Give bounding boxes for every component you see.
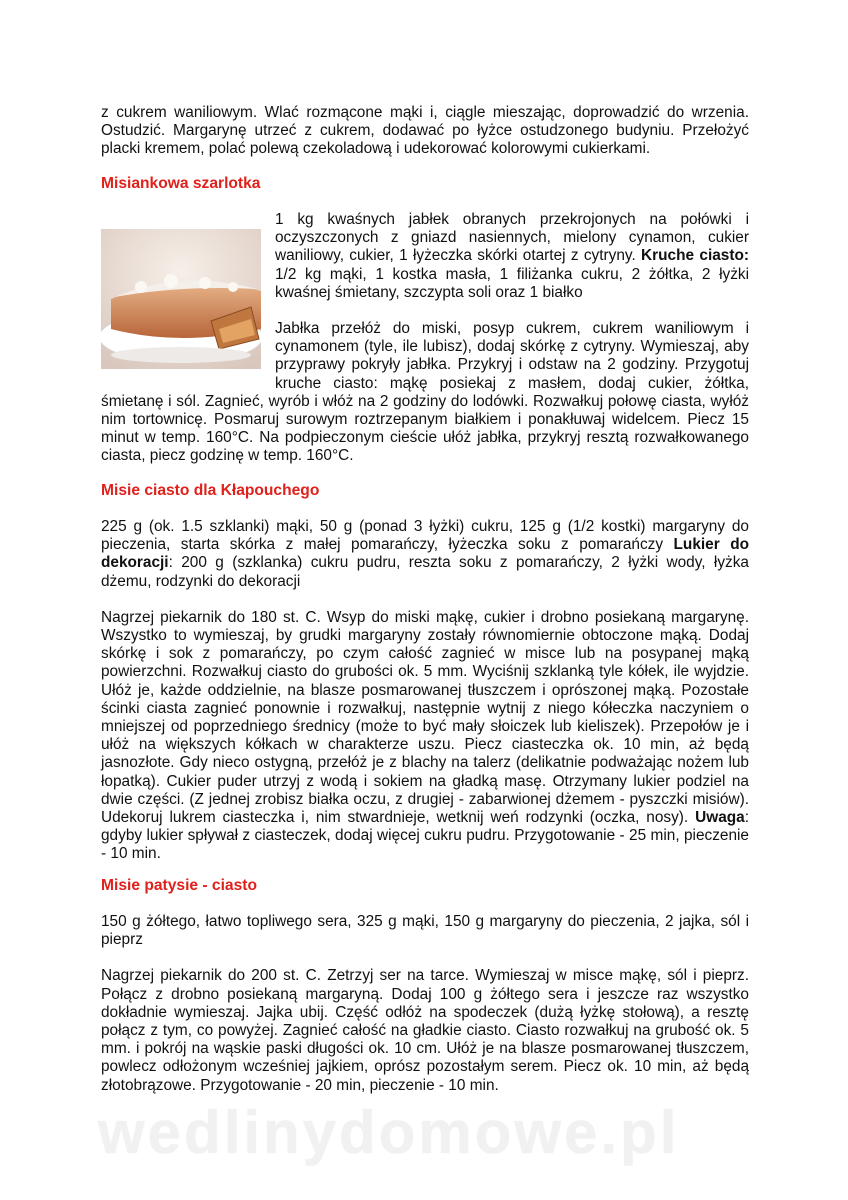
recipe-3-ingredients: 150 g żółtego, łatwo topliwego sera, 325 g mąki, 150 g margaryny do pieczenia, 2 jajka, sól i pieprz [101,913,749,949]
recipe-1-title: Misiankowa szarlotka [101,175,261,192]
recipe-2-note-text: : gdyby lukier spływał z ciasteczek, dodaj więcej cukru pudru. Przygotowanie - 25 min, pieczenie - 10 min. [101,809,749,863]
recipe-1-method: Jabłka przełóż do miski, posyp cukrem, cukrem waniliowym i cynamonem (tyle, ile lubisz), dodaj skórkę z cytryny. Wymieszaj, aby przyprawy pokryły jabłka. Przykryj i odstaw na 2 godziny. Przygotuj kruche ciasto: mąkę posiekaj z masłem, dodaj cukier, żółtka, śmietanę i sól. Zagnieć, wyrób i włóż na 2 godziny do lodówki. Rozwałkuj połowę ciasta, wyłóż nim tortownicę. Posmaruj surowym roztrzepanym białkiem i ponakłuwaj widelcem. Piecz 15 minut w temp. 160°C. Na podpieczonym cieście ułóż jabłka, przykryj resztą rozwałkowanego ciasta, piecz godzinę w temp. 160°C. [101,320,749,465]
watermark: wedlinydomowe.pl [98,1099,680,1166]
recipe-3 [101,877,749,1095]
recipe-3-title: Misie patysie - ciasto [101,877,257,894]
recipe-3-method: Nagrzej piekarnik do 200 st. C. Zetrzyj ser na tarce. Wymieszaj w misce mąkę, sól i pieprz. Połącz z drobno posiekaną margaryną. Dodaj 100 g żółtego sera i jeszcze raz wszystko dokładnie wymieszaj. Jajka ubij. Część odłóż na spodeczek (dużą łyżkę stołową), a resztę połącz z tym, co powyżej. Zagnieć całość na gładkie ciasto. Ciasto rozwałkuj na grubość ok. 5 mm. i pokrój na wąskie paski długości ok. 10 cm. Ułóż je na blasze posmarowanej tłuszczem, powlecz odłożonym wcześniej jajkiem, oprósz pozostałym serem. Piecz ok. 10 min, aż będą złotobrązowe. Przygotowanie - 20 min, pieczenie - 10 min. [101,967,749,1094]
recipe-2-title: Misie ciasto dla Kłapouchego [101,482,320,499]
intro-paragraph-block [101,104,749,159]
recipe-1-ingredients-main: 1 kg kwaśnych jabłek obranych przekrojonych na połówki i oczyszczonych z gniazd nasiennych, mielony cynamon, cukier waniliowy, cukier, 1 łyżeczka skórki otartej z cytryny. [275,211,749,265]
intro-paragraph: z cukrem waniliowym. Wlać rozmącone mąki i, ciągle mieszając, doprowadzić do wrzenia. Ostudzić. Margarynę utrzeć z cukrem, dodawać po łyżce ostudzonego budyniu. Przełożyć placki kremem, polać polewą czekoladową i udekorować kolorowymi cukierkami. [101,104,749,158]
recipe-2-method-main: Nagrzej piekarnik do 180 st. C. Wsyp do miski mąkę, cukier i drobno posiekaną margarynę. Wszystko to wymieszaj, by grudki margaryny zostały równomiernie obtoczone mąką. Dodaj skórkę i sok z pomarańczy, po czym całość zagnieć w misce lub na posypanej mąką powierzchni. Rozwałkuj ciasto do grubości ok. 5 mm. Wyciśnij szklanką tyle kółek, ile wyjdzie. Ułóż je, każde oddzielnie, na blasze posmarowanej tłuszczem i oprószonej mąką. Pozostałe ścinki ciasta zagnieć ponownie i rozwałkuj, następnie wytnij z niego kółeczka naczyniem o mniejszej od poprzedniego średnicy (może to być mały słoiczek lub kieliszek). Przepołów je i ułóż na większych kółkach w charakterze uszu. Piecz ciasteczka ok. 10 min, aż będą jasnozłote. Gdy nieco ostygną, przełóż je z blachy na talerz (delikatnie podważając nożem lub łopatką). Cukier puder utrzyj z wodą i sokiem na gładką masę. Otrzymany lukier podziel na dwie części. (Z jednej zrobisz białka oczu, z drugiej - zabarwionej dżemem - pyszczki misiów). Udekoruj lukrem ciasteczka i, nim stwardnieje, wetknij weń rodzynki (oczka, nosy). [101,608,749,827]
recipe-2-icing-label: Lukier do dekoracji [101,536,749,572]
recipe-2-note-label: Uwaga [695,809,745,827]
apple-pie-photo [101,229,261,369]
recipe-2-ingredients [101,518,749,591]
recipe-2-method [101,609,749,864]
recipe-2 [101,482,749,864]
recipe-2-icing-ingredients: : 200 g (szklanka) cukru pudru, reszta soku z pomarańczy, 2 łyżki wody, łyżka dżemu, rodzynki do dekoracji [101,554,749,590]
recipe-1-pastry-label: Kruche ciasto: [641,247,749,265]
recipe-2-ingredients-main: 225 g (ok. 1.5 szklanki) mąki, 50 g (ponad 3 łyżki) cukru, 125 g (1/2 kostki) margaryny do pieczenia, starta skórka z małej pomarańczy, łyżeczka soku z pomarańczy [101,518,749,554]
recipe-1 [101,175,749,466]
recipe-1-pastry-ingredients: 1/2 kg mąki, 1 kostka masła, 1 filiżanka cukru, 2 żółtka, 2 łyżki kwaśnej śmietany, szczypta soli oraz 1 białko [275,265,749,301]
